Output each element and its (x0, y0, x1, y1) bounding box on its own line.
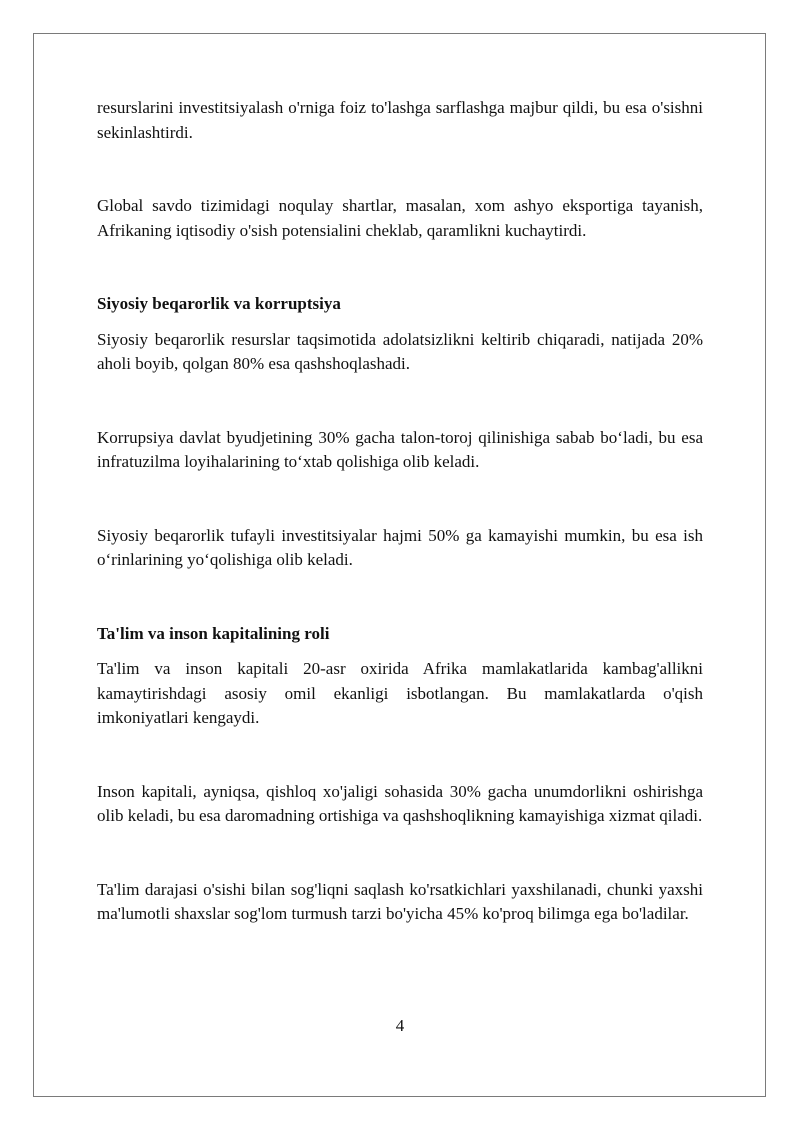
page-number: 4 (395, 1016, 405, 1035)
section-heading: Siyosiy beqarorlik va korruptsiya (97, 294, 341, 313)
section-heading: Ta'lim va inson kapitalining roli (97, 623, 330, 643)
paragraph: Ta'lim darajasi o'sishi bilan sog'liqni saqlash ko'rsatkichlari yaxshilanadi, chunki yaxshi ma'lumotli shaxslar sog'lom turmush tarzi bo'yicha 45% ko'proq bilimga ega bo'ladilar. (97, 879, 703, 923)
paragraph: Ta'lim va inson kapitali 20-asr oxirida Afrika mamlakatlarida kambag'allikni kamaytirishdagi asosiy omil ekanligi isbotlangan. Bu mamlakatlarda o'qish imkoniyatlari kengaydi. (97, 659, 703, 727)
paragraph: Inson kapitali, ayniqsa, qishloq xo'jaligi sohasida 30% gacha unumdorlikni oshirishga olib keladi, bu esa daromadning ortishiga va qashshoqlikning kamayishiga xizmat qiladi. (97, 781, 703, 825)
paragraph: Siyosiy beqarorlik resurslar taqsimotida adolatsizlikni keltirib chiqaradi, natijada 20% aholi boyib, qolgan 80% esa qashshoqlashadi. (97, 329, 703, 373)
paragraph: Siyosiy beqarorlik tufayli investitsiyalar hajmi 50% ga kamayishi mumkin, bu esa ish o‘rinlarining yo‘qolishiga olib keladi. (97, 525, 703, 569)
paragraph: Global savdo tizimidagi noqulay shartlar, masalan, xom ashyo eksportiga tayanish, Afrikaning iqtisodiy o'sish potensialini cheklab, qaramlikni kuchaytirdi. (97, 196, 703, 240)
paragraph: resurslarini investitsiyalash o'rniga foiz to'lashga sarflashga majbur qildi, bu esa o'sishni sekinlashtirdi. (97, 98, 703, 142)
paragraph: Korrupsiya davlat byudjetining 30% gacha talon-toroj qilinishiga sabab bo‘ladi, bu esa infratuzilma loyihalarining to‘xtab qolishiga olib keladi. (97, 427, 703, 471)
document-body (97, 96, 703, 927)
